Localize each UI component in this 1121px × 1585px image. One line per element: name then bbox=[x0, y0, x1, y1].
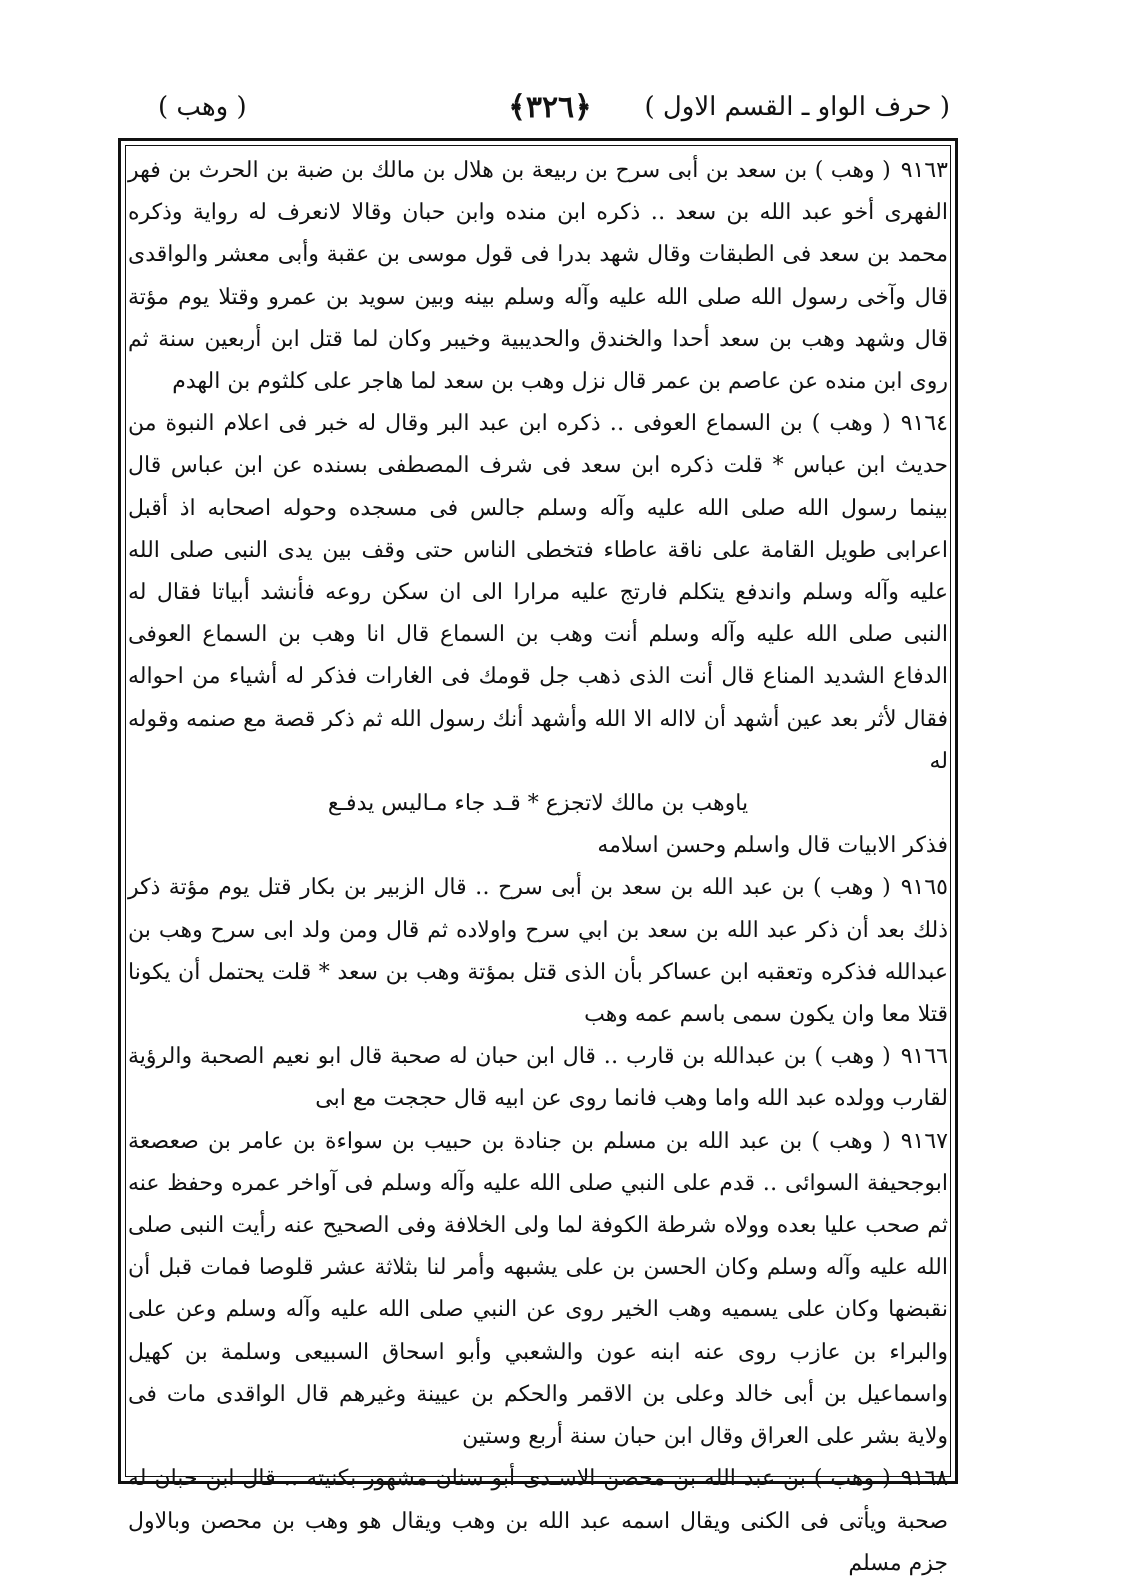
entry-keyword: ( وهب ) bbox=[158, 92, 247, 122]
entry-text: ( وهب ) بن عبد الله بن مسلم بن جنادة بن حبيب بن سواءة بن عامر بن صعصعة ابوجحيفة السوائى ‥ قدم على النبي صلى الله عليه وآله وسلم فى آواخر عمره وحفظ عنه ثم صحب عليا بعده وولاه شرطة الكوفة لما ولى الخلافة وفى الصحيح عنه رأيت النبى صلى الله عليه وآله وسلم وكان الحسن بن على يشبهه وأمر لنا بثلاثة عشر قلوصا فمات قبل أن نقبضها وكان على يسميه وهب الخير روى عن النبي صلى الله عليه وآله وسلم وعن على والبراء بن عازب روى عنه ابنه عون والشعبي وأبو اسحاق السبيعى وسلمة بن كهيل واسماعيل بن أبى خالد وعلى بن الاقمر والحكم بن عيينة وغيرهم قال الواقدى مات فى ولاية بشر على العراق وقال ابن حبان سنة أربع وستين bbox=[128, 1128, 948, 1450]
page-header bbox=[150, 92, 950, 132]
entry-number: ٩١٦٥ bbox=[900, 875, 948, 901]
entry-text: ( وهب ) بن السماع العوفى ‥ ذكره ابن عبد البر وقال له خبر فى اعلام النبوة من حديث ابن عباس * قلت ذكره ابن سعد فى شرف المصطفى بسنده عن ابن عباس قال بينما رسول الله صلى الله عليه وآله وسلم جالس فى مسجده وحوله اصحابه اذ أقبل اعرابى طويل القامة على ناقة عاطاء فتخطى الناس حتى وقف بين يدى النبى صلى الله عليه وآله وسلم واندفع يتكلم فارتج عليه مرارا الى ان سكن روعه فأنشد أبياتا فقال له النبى صلى الله عليه وآله وسلم أنت وهب بن السماع قال انا وهب بن السماع العوفى الدفاع الشديد المناع قال أنت الذى ذهب جل قومك فى الغارات فذكر له أشياء من احواله فقال لأثر بعد عين أشهد أن لااله الا الله وأشهد أنك رسول الله ثم ذكر قصة مع صنمه وقوله له bbox=[128, 411, 948, 774]
entry-9163 bbox=[128, 150, 948, 403]
entry-9166 bbox=[128, 1036, 948, 1120]
page-body bbox=[128, 150, 948, 1576]
page-number: ﴿٣٢٦﴾ bbox=[508, 90, 592, 125]
entry-text: ( وهب ) بن سعد بن أبى سرح بن ربيعة بن هلال بن مالك بن ضبة بن الحرث بن فهر الفهرى أخو عبد الله بن سعد ‥ ذكره ابن منده وابن حبان وقالا لانعرف له رواية وذكره محمد بن سعد فى الطبقات وقال شهد بدرا فى قول موسى بن عقبة وأبى معشر والواقدى قال وآخى رسول الله صلى الله عليه وآله وسلم بينه وبين سويد بن عمرو وقتلا يوم مؤتة قال وشهد وهب بن سعد أحدا والخندق والحديبية وخيبر وكان لما قتل ابن أربعين سنة ثم روى ابن منده عن عاصم بن عمر قال نزل وهب بن سعد لما هاجر على كلثوم بن الهدم bbox=[128, 158, 948, 395]
entry-number: ٩١٦٨ bbox=[900, 1466, 948, 1492]
entry-9168 bbox=[128, 1458, 948, 1585]
entry-text: ( وهب ) بن عبدالله بن قارب ‥ قال ابن حبان له صحبة قال ابو نعيم الصحبة والرؤية لقارب وولده عبد الله واما وهب فانما روى عن ابيه قال حججت مع ابى bbox=[128, 1044, 948, 1112]
entry-number: ٩١٦٣ bbox=[900, 158, 948, 183]
entry-number: ٩١٦٧ bbox=[900, 1128, 948, 1154]
entry-number: ٩١٦٦ bbox=[900, 1044, 948, 1070]
section-title: ( حرف الواو ـ القسم الاول ) bbox=[644, 92, 950, 122]
entry-9167 bbox=[128, 1121, 948, 1459]
entry-9164 bbox=[128, 403, 948, 783]
entry-text: ( وهب ) بن عبد الله بن محصن الاسـدى أبو سنان مشهور بكنيته ‥ قال ابن حبان له صحبة ويأتى فى الكنى ويقال اسمه عبد الله بن وهب ويقال هو وهب بن محصن وبالاول جزم مسلم bbox=[128, 1466, 948, 1576]
entry-number: ٩١٦٤ bbox=[900, 411, 948, 437]
entry-continuation: فذكر الابيات قال واسلم وحسن اسلامه bbox=[597, 833, 948, 859]
entry-9165 bbox=[128, 867, 948, 1036]
poem-verse: ياوهب بن مالك لاتجزع * قـد جاء مـاليس يدفـع bbox=[327, 791, 749, 817]
entry-text: ( وهب ) بن عبد الله بن سعد بن أبى سرح ‥ قال الزبير بن بكار قتل يوم مؤتة ذكر ذلك بعد أن ذكر عبد الله بن سعد بن ابي سرح واولاده ثم قال ومن ولد ابى سرح وهب بن عبدالله فذكره وتعقبه ابن عساكر بأن الذى قتل بمؤتة وهب بن سعد * قلت يحتمل أن يكونا قتلا معا وان يكون سمى باسم عمه وهب bbox=[128, 875, 948, 1028]
